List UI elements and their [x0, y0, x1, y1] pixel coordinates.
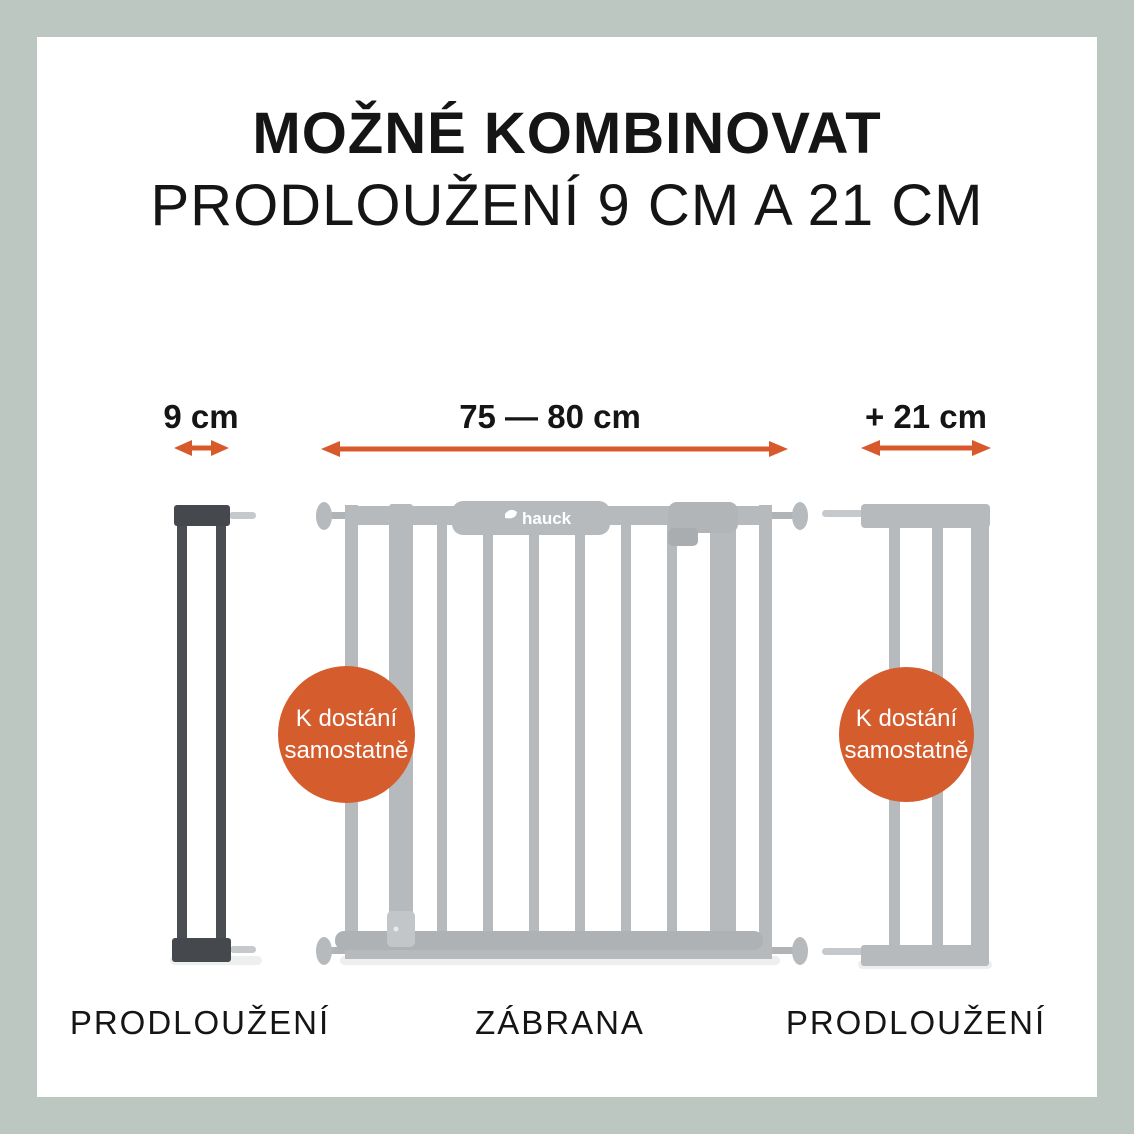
- available-separately-badge-right: [839, 667, 974, 802]
- badge-right-line1: K dostání: [855, 705, 958, 733]
- headline-sub: PRODLOUŽENÍ 9 CM A 21 CM: [150, 173, 984, 238]
- headline-main: MOŽNÉ KOMBINOVAT: [252, 101, 882, 166]
- dimension-label-21cm: + 21 cm: [864, 398, 987, 435]
- badge-left-line2: samostatně: [284, 736, 409, 764]
- badge-right-line2: samostatně: [844, 736, 969, 764]
- product-label-extension-right: PRODLOUŽENÍ: [785, 1004, 1047, 1041]
- dimension-label-9cm: 9 cm: [163, 398, 239, 435]
- badge-left-line1: K dostání: [295, 705, 398, 733]
- dimension-arrow-9cm: [174, 440, 229, 456]
- dimension-label-75-80cm: 75 — 80 cm: [459, 398, 641, 435]
- dimension-arrow-21cm: [861, 440, 991, 456]
- product-label-extension-left: PRODLOUŽENÍ: [69, 1004, 331, 1041]
- product-label-gate: ZÁBRANA: [475, 1004, 645, 1041]
- available-separately-badge-left: [278, 666, 415, 803]
- hauck-logo-text: hauck: [522, 509, 572, 528]
- dimension-arrow-75-80cm: [321, 441, 788, 457]
- extension-9cm-illustration: [170, 505, 262, 965]
